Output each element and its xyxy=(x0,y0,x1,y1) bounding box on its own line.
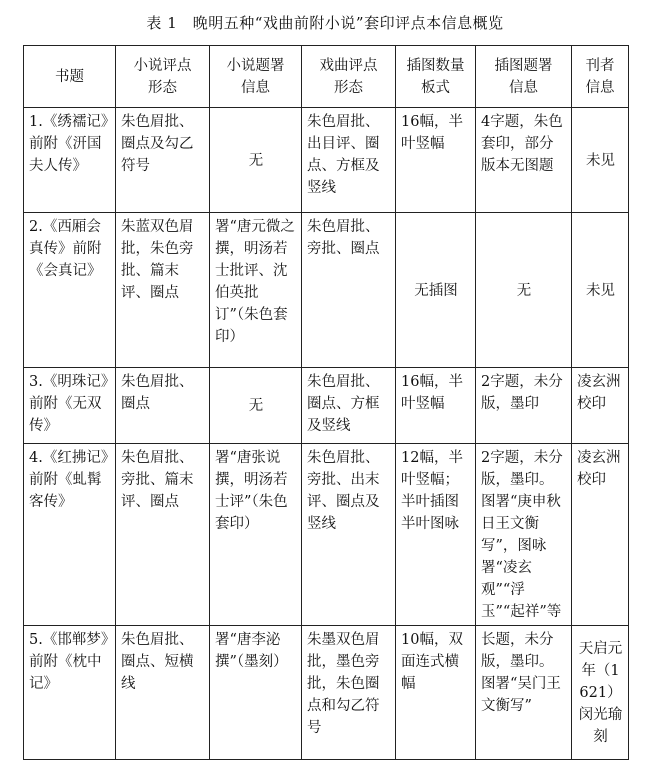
cell-drama-comment: 朱色眉批、旁批、出末评、圈点及竖线 xyxy=(302,444,396,626)
cell-novel-signature: 无 xyxy=(210,108,302,213)
cell-illustrations: 16幅，半叶竖幅 xyxy=(396,108,476,213)
cell-drama-comment: 朱色眉批、出目评、圈点、方框及竖线 xyxy=(302,108,396,213)
cell-publisher: 未见 xyxy=(572,213,629,368)
cell-illus-signature: 无 xyxy=(476,213,572,368)
cell-novel-comment: 朱色眉批、旁批、篇末评、圈点 xyxy=(116,444,210,626)
cell-novel-signature: 署“唐张说撰，明汤若士评”（朱色套印） xyxy=(210,444,302,626)
table-caption: 表 1 晚明五种“戏曲前附小说”套印评点本信息概览 xyxy=(146,14,504,32)
cell-title: 1.《绣襦记》前附《汧国夫人传》 xyxy=(24,108,116,213)
table-row xyxy=(24,213,629,368)
cell-novel-comment: 朱色眉批、圈点、短横线 xyxy=(116,626,210,760)
cell-illus-signature: 2字题，未分版，墨印。图署“庚申秋日王文衡写”，图咏署“凌玄观”“浮玉”“起祥”等 xyxy=(476,444,572,626)
header-cell-illus-signature: 插图题署信息 xyxy=(476,46,572,108)
cell-drama-comment: 朱墨双色眉批，墨色旁批，朱色圈点和勾乙符号 xyxy=(302,626,396,760)
cell-novel-signature: 署“唐元微之撰，明汤若士批评、沈伯英批订”（朱色套印） xyxy=(210,213,302,368)
cell-novel-signature: 无 xyxy=(210,368,302,444)
cell-illustrations: 10幅，双面连式横幅 xyxy=(396,626,476,760)
cell-illus-signature: 4字题，朱色套印，部分版本无图题 xyxy=(476,108,572,213)
cell-publisher: 天启元年（1621）闵光瑜刻 xyxy=(572,626,629,760)
header-cell-publisher: 刊者信息 xyxy=(572,46,629,108)
cell-title: 3.《明珠记》前附《无双传》 xyxy=(24,368,116,444)
cell-publisher: 未见 xyxy=(572,108,629,213)
cell-title: 2.《西厢会真传》前附《会真记》 xyxy=(24,213,116,368)
cell-novel-comment: 朱蓝双色眉批，朱色旁批、篇末评、圈点 xyxy=(116,213,210,368)
cell-illus-signature: 长题，未分版，墨印。图署“吴门王文衡写” xyxy=(476,626,572,760)
cell-publisher: 凌玄洲校印 xyxy=(572,444,629,626)
header-row xyxy=(24,46,629,108)
table-row xyxy=(24,368,629,444)
cell-title: 4.《红拂记》前附《虬髯客传》 xyxy=(24,444,116,626)
cell-novel-comment: 朱色眉批、圈点 xyxy=(116,368,210,444)
table-row xyxy=(24,108,629,213)
cell-illustrations: 无插图 xyxy=(396,213,476,368)
cell-title: 5.《邯郸梦》前附《枕中记》 xyxy=(24,626,116,760)
cell-illustrations: 16幅，半叶竖幅 xyxy=(396,368,476,444)
header-cell-title: 书题 xyxy=(24,46,116,108)
cell-drama-comment: 朱色眉批、圈点、方框及竖线 xyxy=(302,368,396,444)
cell-publisher: 凌玄洲校印 xyxy=(572,368,629,444)
header-cell-drama-comment: 戏曲评点形态 xyxy=(302,46,396,108)
cell-novel-signature: 署“唐李泌撰”（墨刻） xyxy=(210,626,302,760)
cell-drama-comment: 朱色眉批、旁批、圈点 xyxy=(302,213,396,368)
header-cell-novel-signature: 小说题署信息 xyxy=(210,46,302,108)
header-cell-novel-comment: 小说评点形态 xyxy=(116,46,210,108)
table-row xyxy=(24,626,629,760)
table-row xyxy=(24,444,629,626)
header-cell-illustrations: 插图数量板式 xyxy=(396,46,476,108)
cell-illus-signature: 2字题，未分版，墨印 xyxy=(476,368,572,444)
cell-illustrations: 12幅，半叶竖幅；半叶插图半叶图咏 xyxy=(396,444,476,626)
info-table xyxy=(23,45,629,760)
cell-novel-comment: 朱色眉批、圈点及勾乙符号 xyxy=(116,108,210,213)
